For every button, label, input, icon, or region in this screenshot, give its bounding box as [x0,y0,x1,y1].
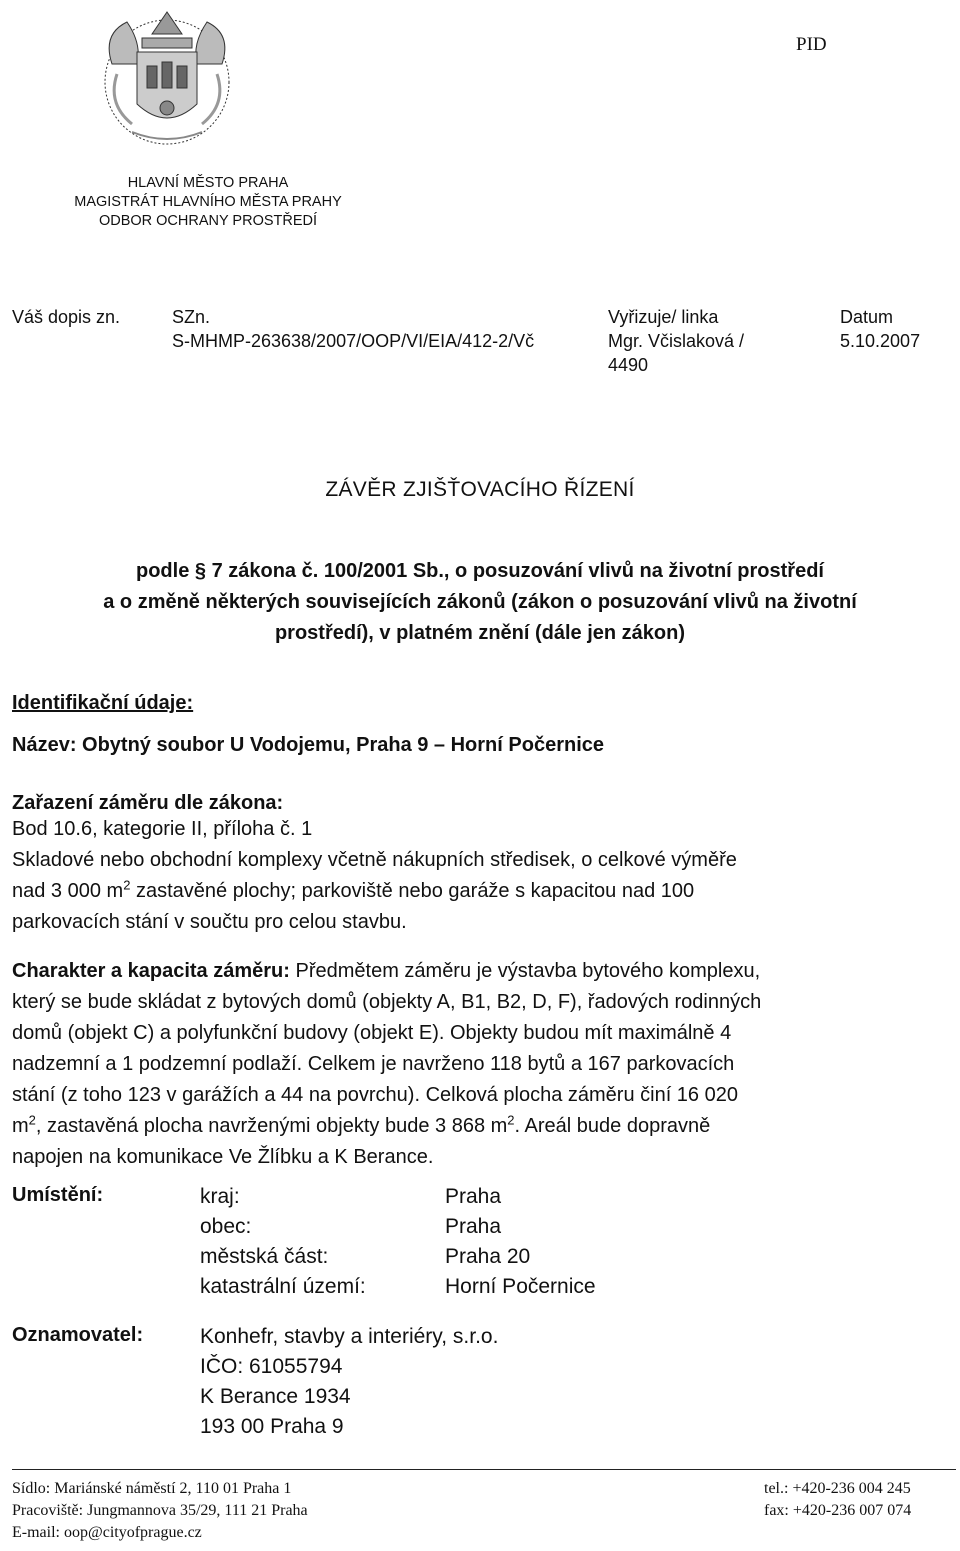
handled-by-value: Mgr. Včislaková / [608,331,745,351]
character-line: napojen na komunikace Ve Žlíbku a K Berance. [12,1146,434,1168]
character-text: . Areál bude dopravně [514,1115,711,1137]
location-key: obec: [200,1215,252,1238]
character-label: Charakter a kapacita záměru: [12,960,290,982]
footer-fax: fax: +420-236 007 074 [764,1502,912,1519]
footer-workplace: Pracoviště: Jungmannova 35/29, 111 21 Praha [12,1502,308,1519]
location-label: Umístění: [12,1184,104,1206]
legal-basis [0,556,960,649]
notifier-line: K Berance 1934 [200,1385,351,1408]
org-line: ODBOR OCHRANY PROSTŘEDÍ [98,213,318,229]
footer-address [12,1478,308,1544]
classification-line [12,876,956,907]
your-letter-label: Váš dopis zn. [12,307,121,327]
character-text: Předmětem záměru je výstavba bytového komplexu, [289,960,761,982]
szn-label: SZn. [172,307,211,327]
location-value: Praha [445,1185,502,1208]
location-key: kraj: [200,1185,240,1208]
superscript: 2 [123,877,131,893]
legal-basis-line: prostředí), v platném znění (dále jen zákon) [274,622,686,644]
date-value: 5.10.2007 [840,331,921,351]
notifier-label: Oznamovatel: [12,1324,144,1346]
classification-line: Skladové nebo obchodní komplexy včetně nákupních středisek, o celkové výměře [12,849,737,871]
character-line [12,1111,956,1142]
legal-basis-line: podle § 7 zákona č. 100/2001 Sb., o posuzování vlivů na životní prostředí [136,560,824,582]
character-text: , zastavěná plocha navrženými objekty bude 3 868 m [35,1115,508,1137]
prague-coat-of-arms-icon [92,4,242,154]
organization-header [38,174,378,231]
project-name: Název: Obytný soubor U Vodojemu, Praha 9 – Horní Počernice [12,734,604,756]
location-keys [200,1182,366,1302]
character-text: m [12,1115,29,1137]
notifier-address [200,1322,498,1442]
location-value: Praha [445,1215,502,1238]
notifier-line: 193 00 Praha 9 [200,1415,344,1438]
character-line: stání (z toho 123 v garážích a 44 na povrchu). Celková plocha záměru činí 16 020 [12,1084,738,1106]
classification-text: nad 3 000 m [12,880,124,902]
location-value: Horní Počernice [445,1275,596,1298]
identification-heading: Identifikační údaje: [12,692,194,714]
footer-divider [12,1469,956,1470]
org-line: HLAVNÍ MĚSTO PRAHA [127,175,289,191]
classification-point: Bod 10.6, kategorie II, příloha č. 1 [12,818,313,840]
character-line: nadzemní a 1 podzemní podlaží. Celkem je navrženo 118 bytů a 167 parkovacích [12,1053,735,1075]
classification-text: zastavěné plochy; parkoviště nebo garáže s kapacitou nad 100 [130,880,695,902]
superscript: 2 [507,1112,515,1128]
superscript: 2 [28,1112,36,1128]
footer-seat: Sídlo: Mariánské náměstí 2, 110 01 Praha 1 [12,1480,292,1497]
classification-line: parkovacích stání v součtu pro celou stavbu. [12,911,407,933]
pid-mark: PID [796,34,827,55]
classification-heading: Zařazení záměru dle zákona: [12,792,284,814]
date-block [840,305,920,353]
location-values [445,1182,596,1302]
page-title: ZÁVĚR ZJIŠŤOVACÍHO ŘÍZENÍ [325,478,635,501]
notifier-line: Konhefr, stavby a interiéry, s.r.o. [200,1325,499,1348]
notifier-line: IČO: 61055794 [200,1355,343,1378]
date-label: Datum [840,307,894,327]
character-line: který se bude skládat z bytových domů (objekty A, B1, B2, D, F), řadových rodinných [12,991,762,1013]
character-line [12,956,956,987]
legal-basis-line: a o změně některých souvisejících zákonů (zákon o posuzování vlivů na životní [103,591,857,613]
reference-number-block [172,305,534,353]
location-value: Praha 20 [445,1245,531,1268]
character-line: domů (objekt C) a polyfunkční budovy (objekt E). Objekty budou mít maximálně 4 [12,1022,732,1044]
footer-contacts [764,1478,911,1522]
footer-phone: tel.: +420-236 004 245 [764,1480,911,1497]
location-key: katastrální území: [200,1275,366,1298]
phone-extension: 4490 [608,355,649,375]
footer-email: E-mail: oop@cityofprague.cz [12,1524,202,1541]
szn-value: S-MHMP-263638/2007/OOP/VI/EIA/412-2/Vč [172,331,535,351]
handled-by-label: Vyřizuje/ linka [608,307,719,327]
org-line: MAGISTRÁT HLAVNÍHO MĚSTA PRAHY [74,194,342,210]
location-key: městská část: [200,1245,329,1268]
handled-by-block [608,305,744,377]
classification-description [12,845,956,938]
project-character [12,956,956,1173]
